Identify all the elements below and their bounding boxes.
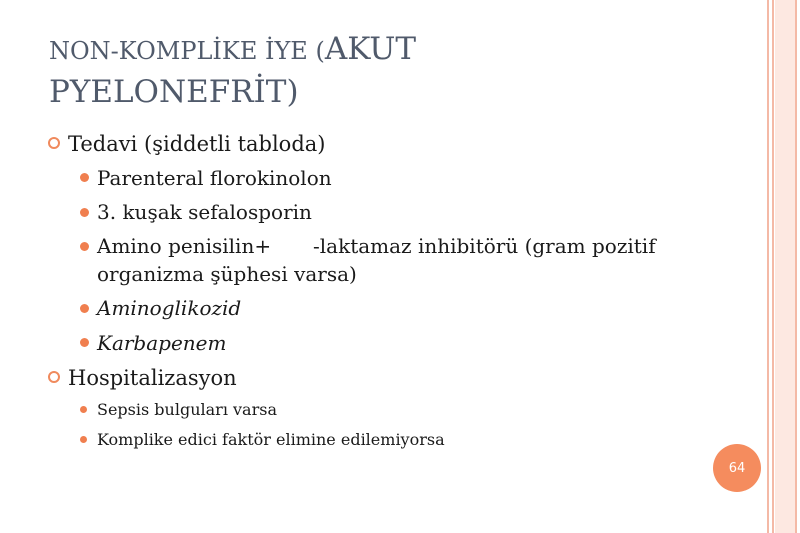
sub-bullet-item: Parenteral florokinolon — [97, 166, 332, 190]
bullet-item: Hospitalizasyon — [68, 366, 237, 390]
right-border-fill — [775, 0, 795, 533]
dot-bullet-icon — [80, 242, 89, 251]
right-border-line — [767, 0, 769, 533]
sub-bullet-item: Karbapenem — [97, 331, 227, 355]
sub-bullet-item: Komplike edici faktör elimine edilemiyorsa — [97, 430, 445, 449]
title-highlight: AKUT — [324, 31, 417, 67]
dot-bullet-icon — [80, 173, 89, 182]
ring-bullet-icon — [48, 137, 60, 149]
dot-bullet-icon — [80, 304, 89, 313]
ring-bullet-icon — [48, 371, 60, 383]
bullet-item: Tedavi (şiddetli tabloda) — [68, 132, 326, 156]
sub-bullet-item: Amino penisilin+ — [97, 234, 272, 258]
sub-bullet-item: Aminoglikozid — [97, 296, 242, 320]
right-border-line — [795, 0, 797, 533]
dot-bullet-icon — [80, 338, 89, 347]
sub-bullet-item: 3. kuşak sefalosporin — [97, 200, 312, 224]
dot-bullet-icon — [80, 208, 89, 217]
right-border-line — [772, 0, 774, 533]
title-line2: PYELONEFRİT) — [49, 74, 299, 110]
slide-title — [49, 28, 729, 112]
page-number-badge: 64 — [713, 444, 761, 492]
dot-bullet-icon — [80, 406, 87, 413]
sub-bullet-item-continued: -laktamaz inhibitörü (gram pozitif — [313, 234, 656, 258]
dot-bullet-icon — [80, 436, 87, 443]
sub-bullet-item: Sepsis bulguları varsa — [97, 400, 277, 419]
sub-bullet-item-continued: organizma şüphesi varsa) — [97, 262, 357, 286]
title-prefix: NON-KOMPLİKE İYE ( — [49, 37, 325, 65]
